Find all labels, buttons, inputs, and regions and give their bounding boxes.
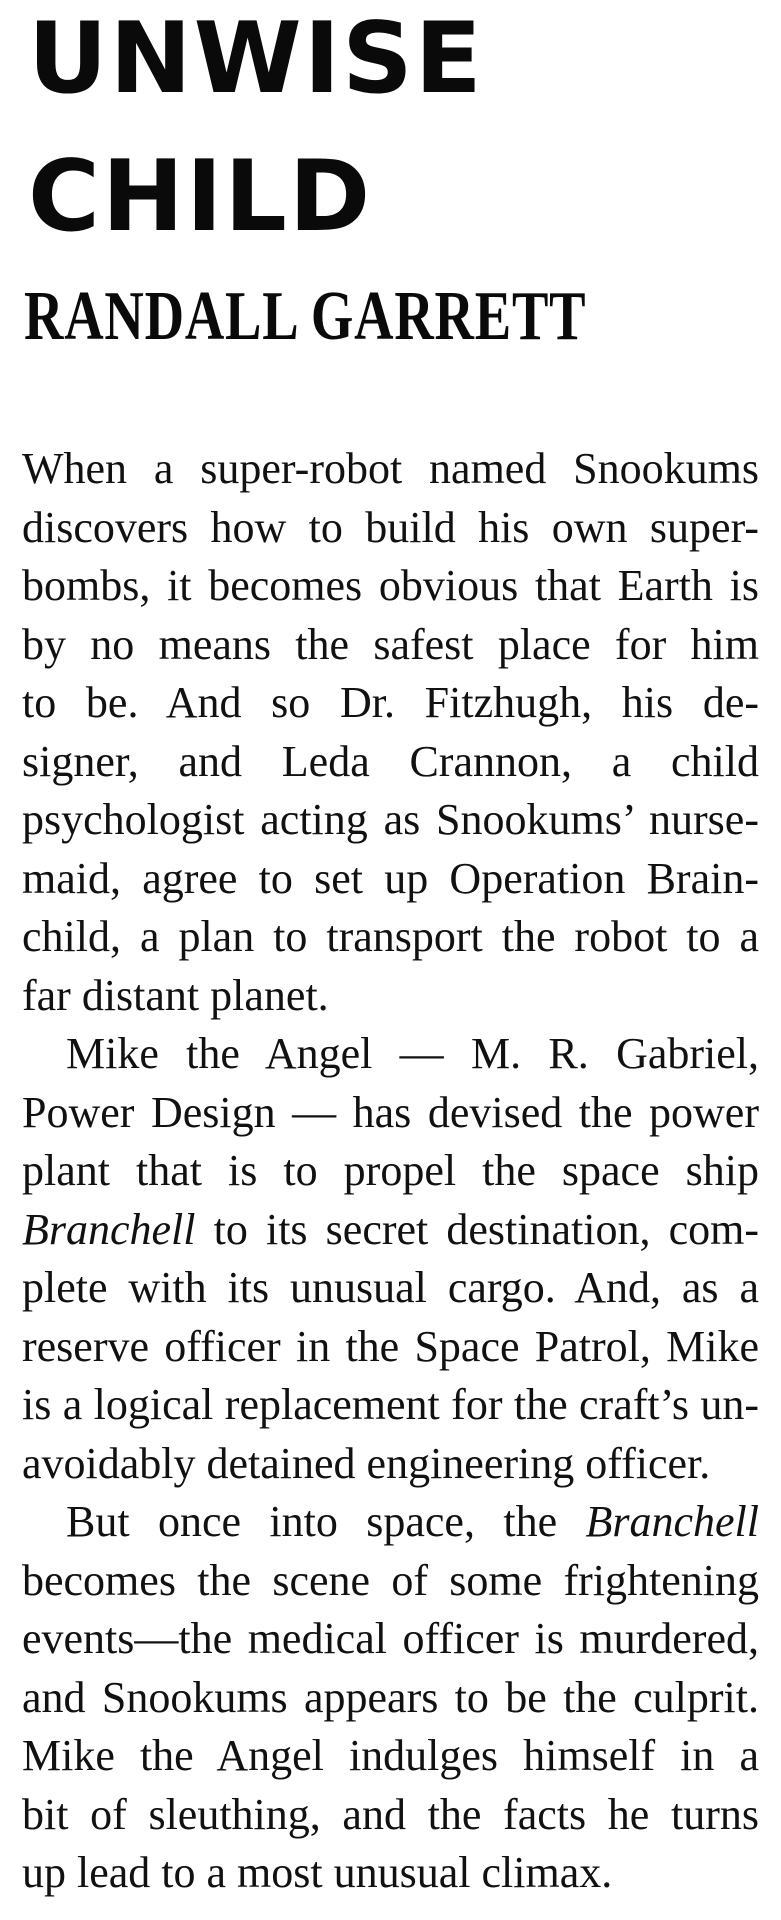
synopsis-line: child, a plan to transport the robot to a: [22, 912, 759, 961]
synopsis-line: signer, and Leda Crannon, a child: [22, 736, 759, 786]
synopsis-line: Power Design — has devised the power: [22, 1087, 759, 1137]
synopsis-line: plete with its unusual cargo. And, as a: [22, 1263, 759, 1312]
synopsis-line: bombs, it becomes obvious that Earth is: [22, 561, 759, 610]
title-line-1: UNWISE: [28, 2, 484, 116]
synopsis-line: When a super-robot named Snookums: [22, 444, 759, 493]
synopsis-line: up lead to a most unusual climax.: [22, 1848, 613, 1897]
title-line-2: CHILD: [28, 140, 373, 254]
synopsis-line-start: But once into space, the: [66, 1497, 586, 1546]
ship-name: Branchell: [585, 1497, 759, 1546]
synopsis-line: avoidably detained engineering officer.: [22, 1438, 711, 1488]
synopsis-line: maid, agree to set up Operation Brain-: [22, 853, 759, 903]
synopsis-text: [22, 440, 759, 1903]
synopsis-line: bit of sleuthing, and the facts he turns: [22, 1789, 759, 1839]
synopsis-line: by no means the safest place for him: [22, 619, 759, 669]
synopsis-line: Mike the Angel indulges himself in a: [22, 1731, 759, 1780]
synopsis-line-italic-title: [22, 1201, 759, 1260]
synopsis-line: becomes the scene of some frightening: [22, 1555, 759, 1605]
synopsis-line: psychologist acting as Snookums’ nurse-: [22, 795, 759, 844]
synopsis-line-rest: to its secret destination, com-: [195, 1204, 759, 1254]
synopsis-line: and Snookums appears to be the culprit.: [22, 1672, 759, 1722]
synopsis-line: events—the medical officer is murdered,: [22, 1614, 759, 1663]
synopsis-line: plant that is to propel the space ship: [22, 1146, 759, 1195]
synopsis-line: is a logical replacement for the craft’s un-: [22, 1380, 759, 1429]
ship-name: Branchell: [22, 1204, 196, 1254]
synopsis-line: to be. And so Dr. Fitzhugh, his de-: [22, 678, 759, 727]
author-name: RANDALL GARRETT: [24, 278, 587, 355]
synopsis-line: reserve officer in the Space Patrol, Mike: [22, 1321, 759, 1371]
synopsis-line: far distant planet.: [22, 970, 329, 1020]
synopsis-line-italic-title: [22, 1493, 759, 1552]
synopsis-line: discovers how to build his own super-: [22, 502, 759, 552]
synopsis-line: Mike the Angel — M. R. Gabriel,: [66, 1029, 759, 1078]
